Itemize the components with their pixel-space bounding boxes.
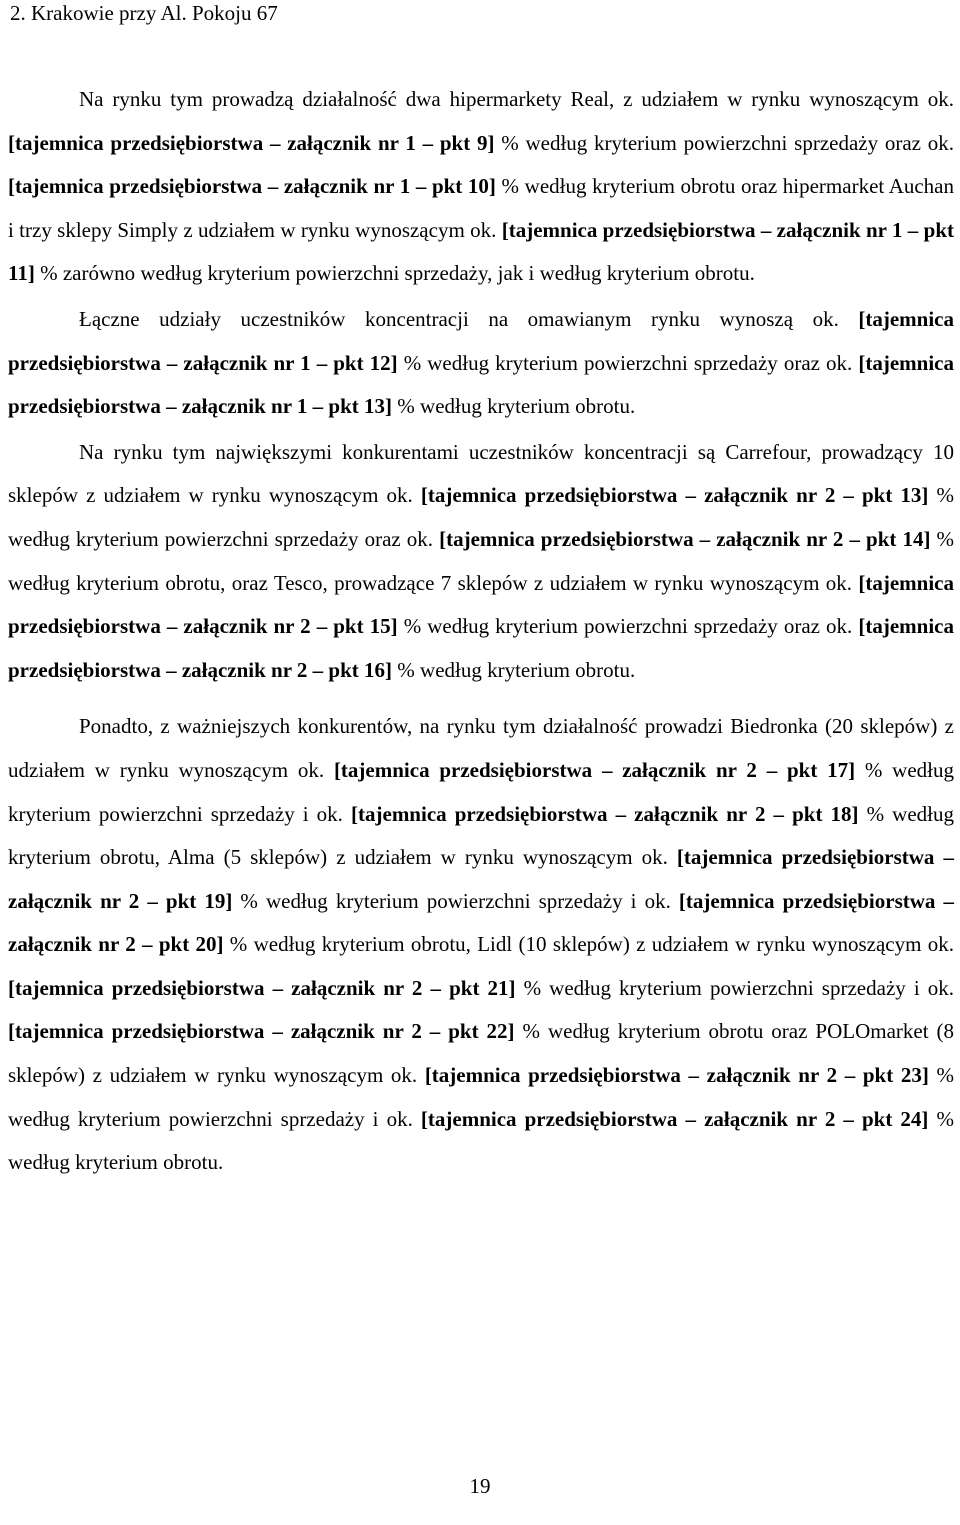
text-segment: % według kryterium powierzchni sprzedaży oraz ok. xyxy=(8,483,954,551)
text-segment: % według kryterium powierzchni sprzedaży i ok. xyxy=(8,757,954,826)
text-segment: % według kryterium powierzchni sprzedaży oraz ok. xyxy=(494,130,954,155)
text-segment: Ponadto, z ważniejszych konkurentów, na rynku tym działalność prowadzi Biedronka (20 sklepów) z udziałem w rynku wynoszącym ok. xyxy=(8,714,954,782)
redacted-reference: [tajemnica przedsiębiorstwa – załącznik nr 1 – pkt 10] xyxy=(8,174,496,199)
redacted-reference: [tajemnica przedsiębiorstwa – załącznik nr 1 – pkt 13] xyxy=(8,350,954,419)
redacted-reference: [tajemnica przedsiębiorstwa – załącznik nr 2 – pkt 23] xyxy=(424,1063,929,1088)
text-segment: % według kryterium obrotu. xyxy=(392,394,636,419)
text-segment: % według kryterium powierzchni sprzedaży oraz ok. xyxy=(397,350,859,375)
redacted-reference: [tajemnica przedsiębiorstwa – załącznik nr 1 – pkt 11] xyxy=(8,217,954,286)
text-segment: % według kryterium obrotu, Lidl (10 sklepów) z udziałem w rynku wynoszącym ok. xyxy=(223,932,954,957)
text-segment: % według kryterium obrotu oraz POLOmarket (8 sklepów) z udziałem w rynku wynoszącym ok. xyxy=(8,1019,954,1088)
paragraph-other-competitors xyxy=(8,705,954,1185)
text-segment: % według kryterium obrotu, Alma (5 sklepów) z udziałem w rynku wynoszącym ok. xyxy=(8,801,954,870)
text-segment: Na rynku tym największymi konkurentami uczestników koncentracji są Carrefour, prowadzący 10 sklepów z udziałem w rynku wynoszącym ok. xyxy=(8,439,954,508)
text-segment: % według kryterium obrotu oraz hipermarket Auchan i trzy sklepy Simply z udziałem w rynku wynoszącym ok. xyxy=(8,174,954,242)
redacted-reference: [tajemnica przedsiębiorstwa – załącznik nr 2 – pkt 19] xyxy=(8,845,954,913)
redacted-reference: [tajemnica przedsiębiorstwa – załącznik nr 2 – pkt 22] xyxy=(8,1019,515,1044)
text-segment: Na rynku tym prowadzą działalność dwa hipermarkety Real, z udziałem w rynku wynoszącym ok. xyxy=(79,87,954,111)
text-segment: % według kryterium obrotu. xyxy=(8,1106,954,1175)
redacted-reference: [tajemnica przedsiębiorstwa – załącznik nr 2 – pkt 21] xyxy=(8,975,516,1000)
text-segment: Łączne udziały uczestników koncentracji na omawianym rynku wynoszą ok. xyxy=(79,306,859,331)
page-number: 19 xyxy=(469,1474,491,1498)
redacted-reference: [tajemnica przedsiębiorstwa – załącznik nr 2 – pkt 20] xyxy=(8,888,954,957)
text-segment: % według kryterium powierzchni sprzedaży i ok. xyxy=(8,1063,954,1131)
text-segment: % według kryterium obrotu. xyxy=(392,657,636,682)
text-segment: % według kryterium obrotu, oraz Tesco, prowadzące 7 sklepów z udziałem w rynku wynoszącym ok. xyxy=(8,526,954,595)
redacted-reference: [tajemnica przedsiębiorstwa – załącznik nr 2 – pkt 15] xyxy=(8,570,954,639)
section-heading: 2. Krakowie przy Al. Pokoju 67 xyxy=(10,1,278,25)
redacted-reference: [tajemnica przedsiębiorstwa – załącznik nr 1 – pkt 9] xyxy=(8,130,495,155)
redacted-reference: [tajemnica przedsiębiorstwa – załącznik nr 2 – pkt 17] xyxy=(333,757,856,782)
redacted-reference: [tajemnica przedsiębiorstwa – załącznik nr 2 – pkt 13] xyxy=(420,483,929,508)
paragraph-real-hipermarkets xyxy=(8,78,954,296)
text-segment: % według kryterium powierzchni sprzedaży oraz ok. xyxy=(397,614,859,639)
text-segment: % według kryterium powierzchni sprzedaży i ok. xyxy=(232,888,679,913)
paragraph-combined-shares xyxy=(8,298,954,429)
redacted-reference: [tajemnica przedsiębiorstwa – załącznik nr 2 – pkt 16] xyxy=(8,614,954,682)
document-body xyxy=(8,78,954,1185)
redacted-reference: [tajemnica przedsiębiorstwa – załącznik nr 2 – pkt 14] xyxy=(439,526,931,551)
redacted-reference: [tajemnica przedsiębiorstwa – załącznik nr 2 – pkt 18] xyxy=(351,801,859,826)
text-segment: % według kryterium powierzchni sprzedaży i ok. xyxy=(515,975,954,1000)
text-segment: % zarówno według kryterium powierzchni sprzedaży, jak i według kryterium obrotu. xyxy=(34,261,755,286)
paragraph-main-competitors xyxy=(8,431,954,693)
redacted-reference: [tajemnica przedsiębiorstwa – załącznik nr 1 – pkt 12] xyxy=(8,306,954,375)
redacted-reference: [tajemnica przedsiębiorstwa – załącznik nr 2 – pkt 24] xyxy=(420,1106,929,1131)
